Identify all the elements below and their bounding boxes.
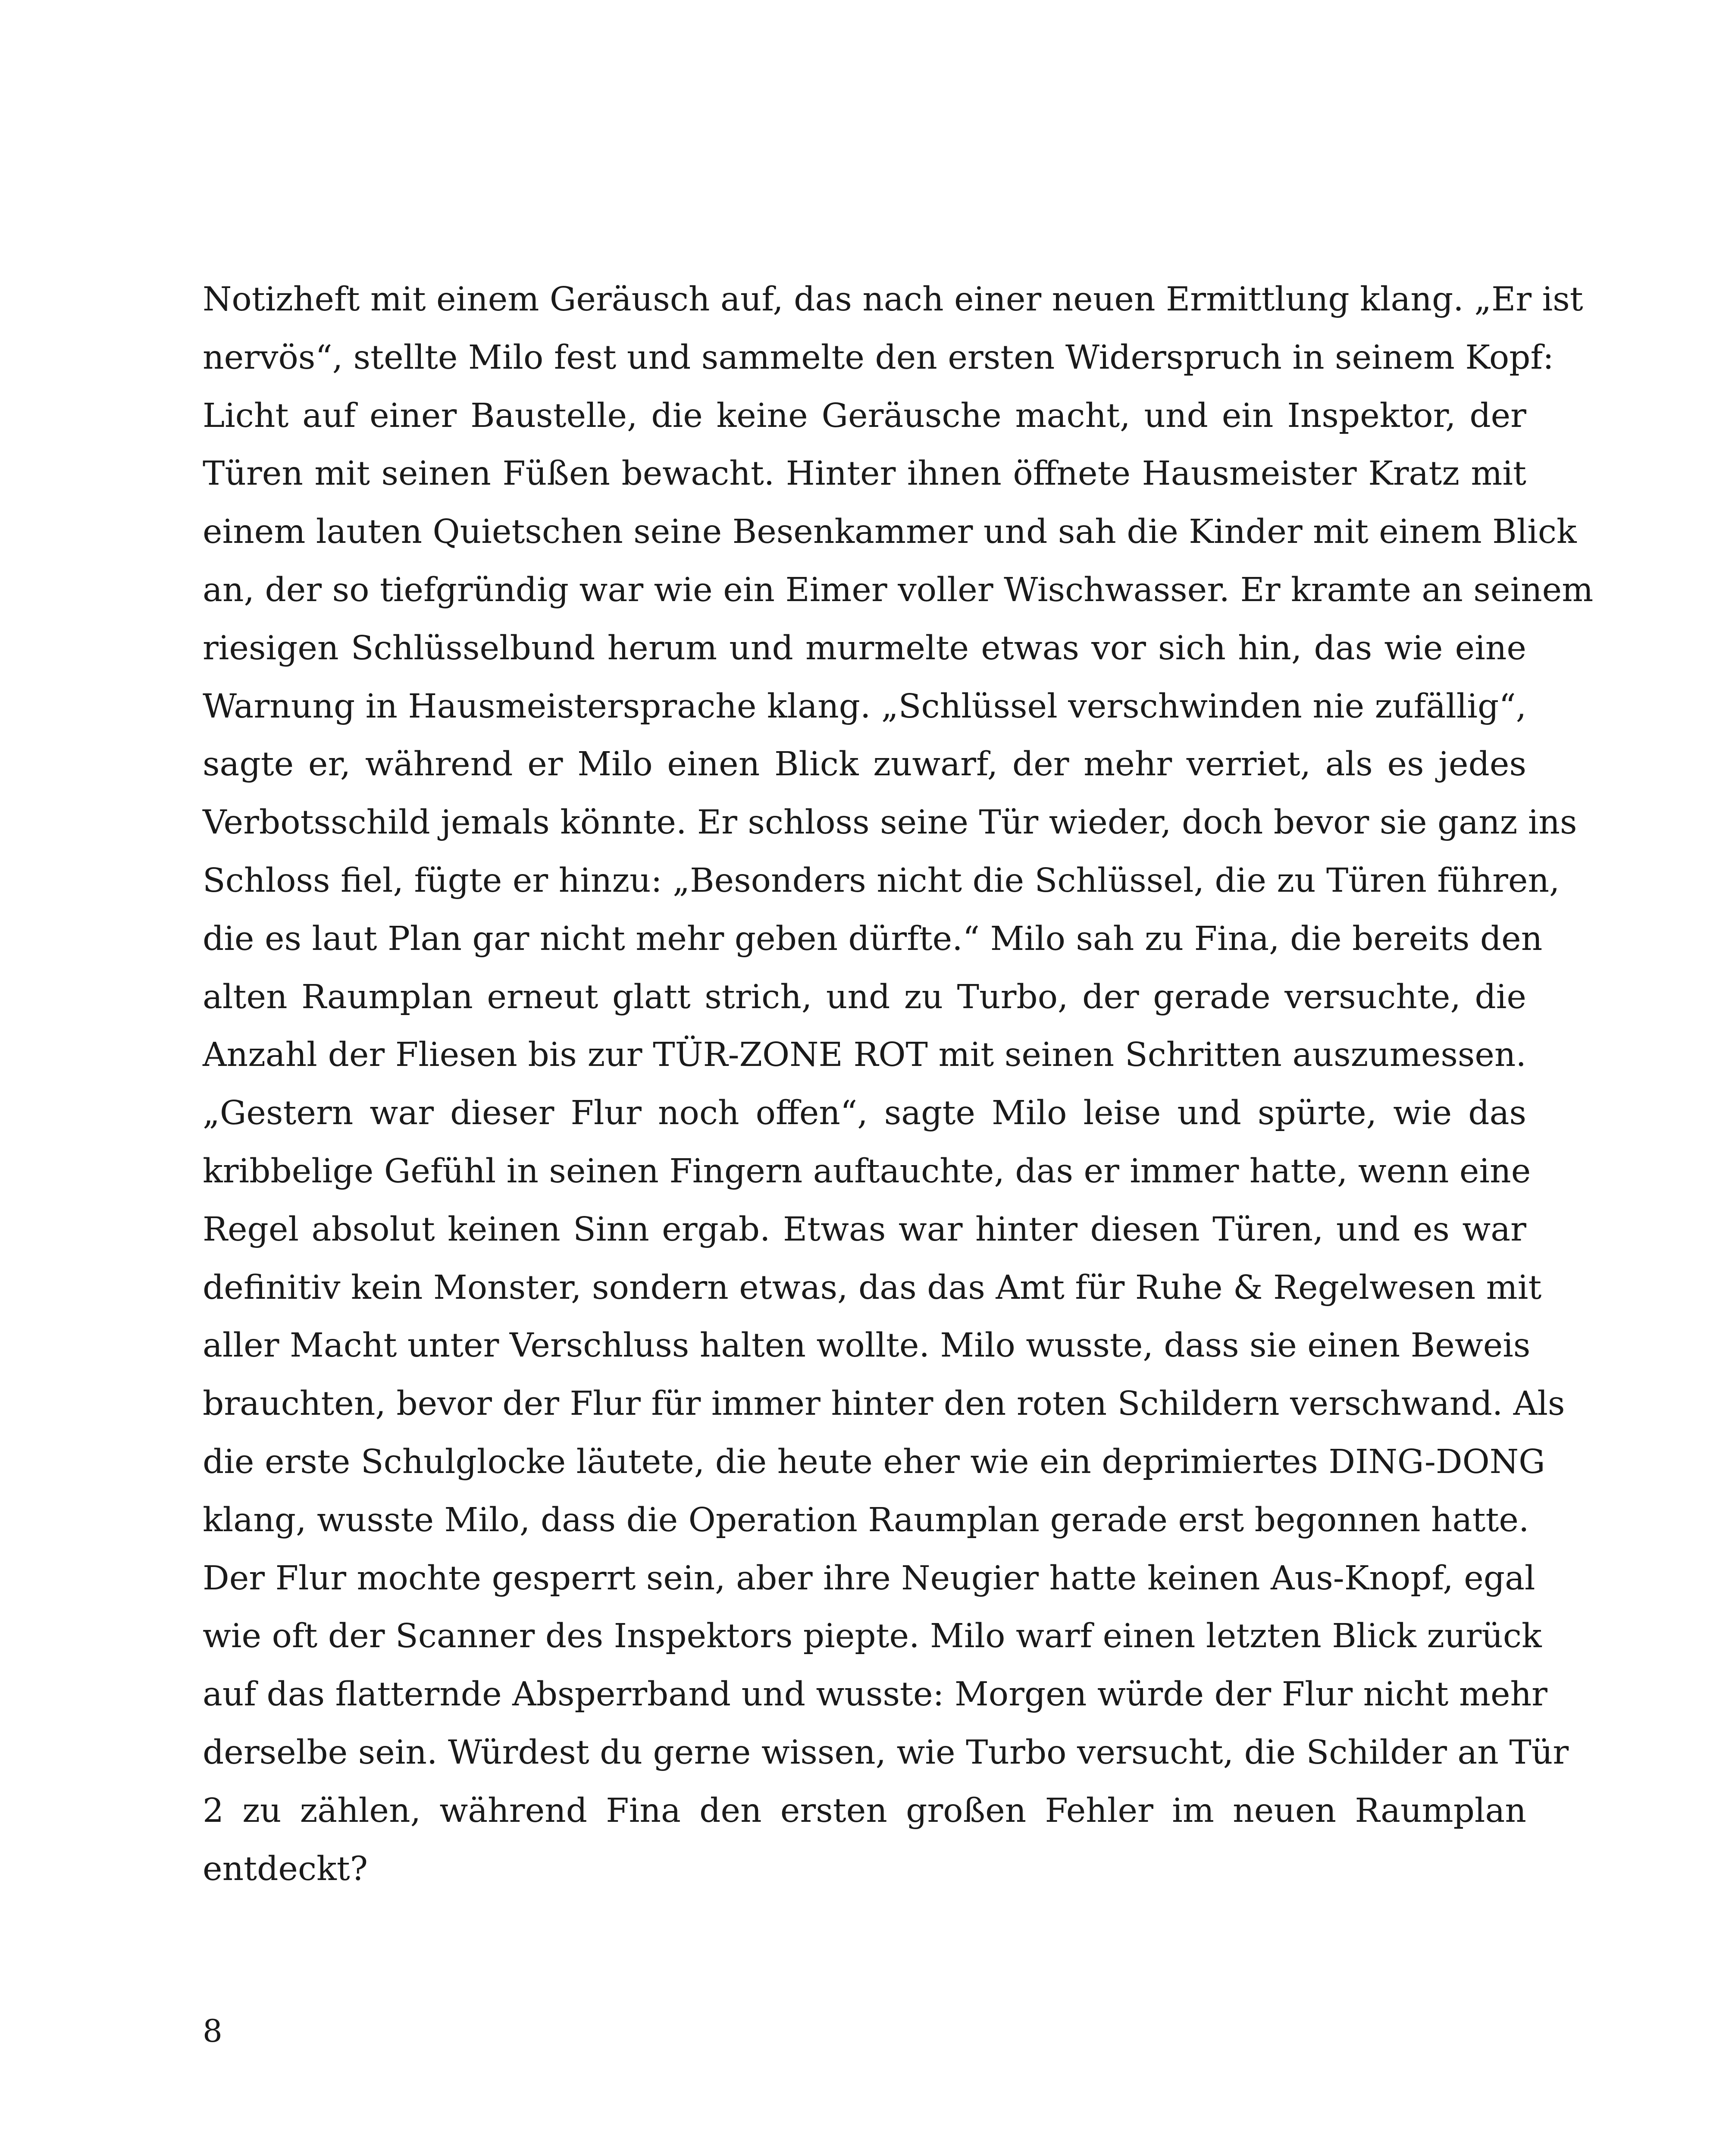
text-line: Warnung in Hausmeistersprache klang. „Schlüssel verschwinden nie zufällig“, — [203, 687, 1527, 726]
text-line: kribbelige Gefühl in seinen Fingern auftauchte, das er immer hatte, wenn eine — [203, 1152, 1531, 1191]
page-number: 8 — [203, 2013, 222, 2049]
text-line: brauchten, bevor der Flur für immer hinter den roten Schildern verschwand. Als — [203, 1385, 1565, 1423]
text-line: aller Macht unter Verschluss halten wollte. Milo wusste, dass sie einen Beweis — [203, 1326, 1531, 1365]
text-line: Verbotsschild jemals könnte. Er schloss seine Tür wieder, doch bevor sie ganz ins — [203, 803, 1577, 842]
text-line: derselbe sein. Würdest du gerne wissen, wie Turbo versucht, die Schilder an Tür — [203, 1733, 1569, 1772]
text-line: einem lauten Quietschen seine Besenkammer und sah die Kinder mit einem Blick — [203, 513, 1577, 552]
text-line: alten Raumplan erneut glatt strich, und zu Turbo, der gerade versuchte, die — [203, 978, 1526, 1016]
text-line: Türen mit seinen Füßen bewacht. Hinter ihnen öffnete Hausmeister Kratz mit — [203, 454, 1526, 493]
text-line: definitiv kein Monster, sondern etwas, das das Amt für Ruhe & Regelwesen mit — [203, 1268, 1542, 1307]
text-line: „Gestern war dieser Flur noch offen“, sagte Milo leise und spürte, wie das — [203, 1094, 1526, 1133]
text-line: Licht auf einer Baustelle, die keine Geräusche macht, und ein Inspektor, der — [203, 396, 1526, 435]
text-line: klang, wusste Milo, dass die Operation Raumplan gerade erst begonnen hatte. — [203, 1501, 1529, 1539]
text-line: entdeckt? — [203, 1849, 368, 1888]
text-line: wie oft der Scanner des Inspektors piepte. Milo warf einen letzten Blick zurück — [203, 1617, 1542, 1656]
text-line: die erste Schulglocke läutete, die heute eher wie ein deprimiertes DING-DONG — [203, 1442, 1545, 1481]
text-line: Schloss fiel, fügte er hinzu: „Besonders nicht die Schlüssel, die zu Türen führen, — [203, 861, 1560, 900]
text-line: auf das flatternde Absperrband und wusste: Morgen würde der Flur nicht mehr — [203, 1675, 1547, 1714]
text-line: nervös“, stellte Milo fest und sammelte den ersten Widerspruch in seinem Kopf: — [203, 338, 1554, 377]
text-line: 2 zu zählen, während Fina den ersten großen Fehler im neuen Raumplan — [203, 1791, 1526, 1830]
text-line: Notizheft mit einem Geräusch auf, das nach einer neuen Ermittlung klang. „Er ist — [203, 280, 1583, 319]
body-text — [203, 271, 1594, 1898]
text-line: riesigen Schlüsselbund herum und murmelte etwas vor sich hin, das wie eine — [203, 629, 1526, 667]
text-line: an, der so tiefgründig war wie ein Eimer voller Wischwasser. Er kramte an seinem — [203, 570, 1594, 609]
text-line: sagte er, während er Milo einen Blick zuwarf, der mehr verriet, als es jedes — [203, 745, 1526, 784]
text-line: Regel absolut keinen Sinn ergab. Etwas war hinter diesen Türen, und es war — [203, 1210, 1526, 1249]
text-line: Anzahl der Fliesen bis zur TÜR-ZONE ROT mit seinen Schritten auszumessen. — [203, 1036, 1526, 1075]
text-line: die es laut Plan gar nicht mehr geben dürfte.“ Milo sah zu Fina, die bereits den — [203, 919, 1543, 958]
text-line: Der Flur mochte gesperrt sein, aber ihre Neugier hatte keinen Aus-Knopf, egal — [203, 1559, 1535, 1598]
